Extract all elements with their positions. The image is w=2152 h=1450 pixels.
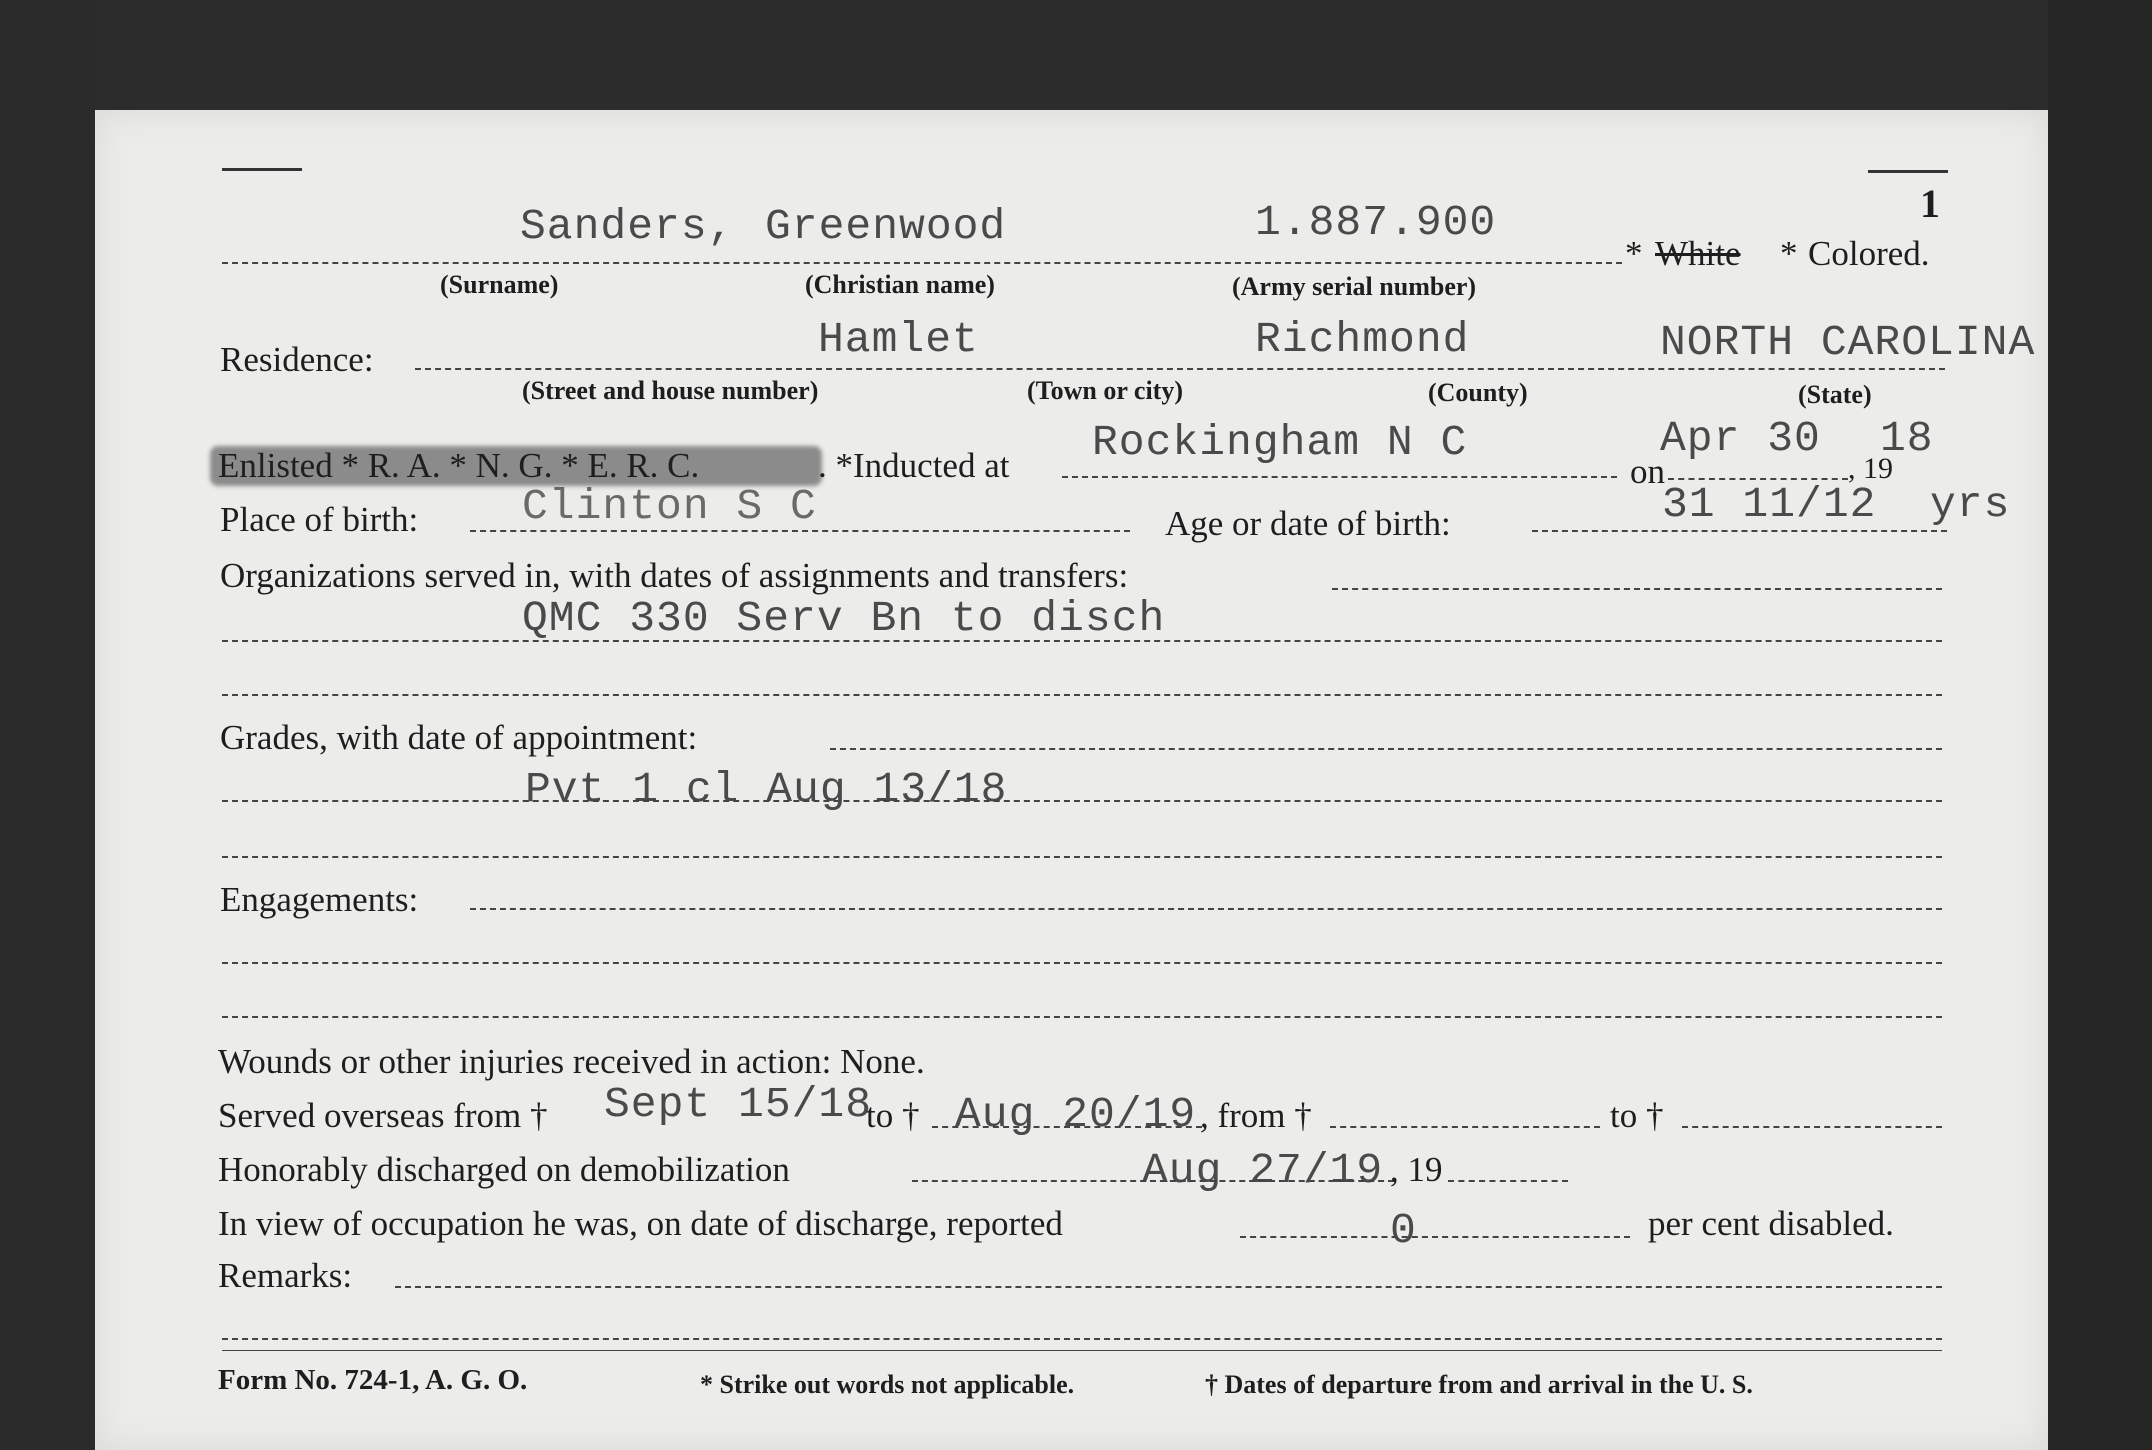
surname-label: (Surname) [440,270,559,299]
induction-date-value: Apr 30 [1660,414,1821,463]
street-label: (Street and house number) [522,376,819,405]
disability-value: 0 [1390,1206,1417,1255]
state-label: (State) [1798,380,1872,409]
overseas-from2-label: , from † [1200,1096,1312,1135]
disability-label: In view of occupation he was, on date of discharge, reported [218,1204,1063,1243]
inducted-at-value: Rockingham N C [1092,418,1468,467]
engagements-line-1 [470,908,1942,910]
grades-line-2 [222,800,1942,802]
remarks-line-2 [222,1338,1942,1340]
inducted-line [1062,476,1617,478]
race-white: White [1655,234,1741,273]
service-record-card [95,110,2048,1450]
remarks-line-1 [395,1286,1942,1288]
christian-name-value: Greenwood [765,202,1007,251]
wounds-text: Wounds or other injuries received in action: None. [218,1042,925,1081]
age-value: 31 11/12 [1662,480,1877,529]
remarks-line-3 [222,1350,1942,1351]
county-label: (County) [1428,378,1528,407]
footnote-strike: * Strike out words not applicable. [700,1370,1075,1399]
town-value: Hamlet [818,315,979,364]
background-top [0,0,2152,110]
residence-line [415,368,1945,370]
induction-year-value: 18 [1880,414,1934,463]
form-number: Form No. 724-1, A. G. O. [218,1364,528,1396]
disability-suffix: per cent disabled. [1648,1204,1894,1243]
grades-line-1 [830,748,1942,750]
age-unit: yrs [1930,480,2011,529]
discharge-suffix: , 19 [1390,1150,1443,1189]
christian-name-label: (Christian name) [805,270,995,299]
overseas-label: Served overseas from † [218,1096,548,1135]
grades-label: Grades, with date of appointment: [220,718,698,757]
discharge-year-line [1448,1180,1568,1182]
footnote-dates: † Dates of departure from and arrival in the U. S. [1205,1370,1753,1399]
state-value: NORTH CAROLINA [1660,318,2036,367]
discharge-line [912,1180,1394,1182]
enlisted-options: Enlisted * R. A. * N. G. * E. R. C. [218,446,700,485]
age-line [1532,530,1947,532]
grades-value: Pvt 1 cl Aug 13/18 [525,765,1008,814]
town-label: (Town or city) [1027,376,1183,405]
place-of-birth-label: Place of birth: [220,500,419,539]
remarks-label: Remarks: [218,1256,353,1295]
surname-value: Sanders, [520,202,735,251]
organizations-value: QMC 330 Serv Bn to disch [522,594,1166,643]
year-prefix: , 19 [1848,452,1893,485]
on-label: on [1630,452,1665,491]
engagements-line-2 [222,962,1942,964]
birthplace-line [470,530,1130,532]
organizations-label: Organizations served in, with dates of assignments and transfers: [220,556,1129,595]
organizations-line-3 [222,694,1942,696]
race-colored: Colored. [1808,234,1930,273]
race-asterisk-1: * [1625,234,1643,273]
name-line [222,262,1622,264]
overseas-to-value: Aug 20/19 [955,1090,1197,1139]
organizations-line-2 [222,640,1942,642]
overseas-to2-label: to † [1610,1096,1664,1135]
background-left [0,0,95,1450]
overseas-to2-line [1682,1126,1942,1128]
overseas-from2-line [1330,1126,1600,1128]
race-asterisk-2: * [1780,234,1798,273]
engagements-label: Engagements: [220,880,419,919]
inducted-label: . *Inducted at [818,446,1010,485]
age-label: Age or date of birth: [1165,504,1451,543]
engagements-line-3 [222,1016,1942,1018]
overseas-to-label: to † [866,1096,920,1135]
serial-number-value: 1.887.900 [1255,198,1497,247]
overseas-from-value: Sept 15/18 [604,1080,873,1129]
card-number: 1 [1920,181,1940,226]
organizations-line-1 [1332,588,1942,590]
county-value: Richmond [1255,315,1470,364]
top-left-rule [222,168,302,171]
top-right-rule [1868,170,1948,173]
background-right [2048,0,2152,1450]
disability-line [1240,1236,1630,1238]
serial-label: (Army serial number) [1232,272,1477,301]
residence-label: Residence: [220,340,374,379]
grades-line-3 [222,856,1942,858]
overseas-to-line [932,1126,1202,1128]
place-of-birth-value: Clinton S C [522,482,817,531]
discharge-label: Honorably discharged on demobilization [218,1150,790,1189]
discharge-value: Aug 27/19 [1142,1146,1384,1195]
